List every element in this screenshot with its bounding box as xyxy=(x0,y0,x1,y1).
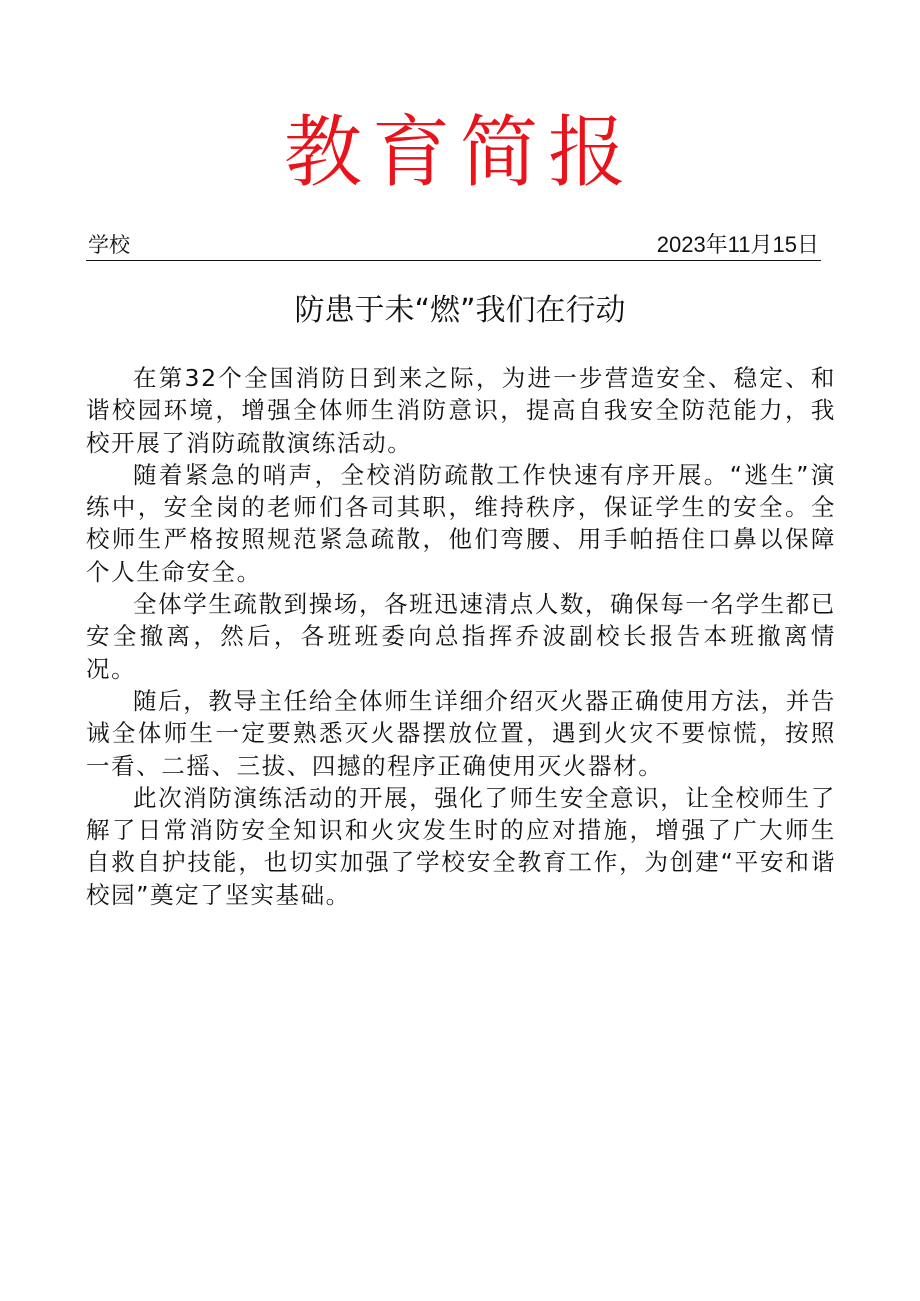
school-date-line xyxy=(86,230,821,261)
article-headline: 防患于未“燃”我们在行动 xyxy=(294,293,626,328)
article-body xyxy=(86,362,836,911)
article-paragraph: 随着紧急的哨声，全校消防疏散工作快速有序开展。“逃生”演练中，安全岗的老师们各司其职，维持秩序，保证学生的安全。全校师生严格按照规范紧急疏散，他们弯腰、用手帕捂住口鼻以保障个人生命安全。 xyxy=(86,460,836,586)
newsletter-masthead: 教育简报 xyxy=(283,108,636,198)
article-paragraph: 在第32个全国消防日到来之际，为进一步营造安全、稳定、和谐校园环境，增强全体师生消防意识，提高自我安全防范能力，我校开展了消防疏散演练活动。 xyxy=(86,364,836,457)
school-label: 学校 xyxy=(88,233,130,257)
article-paragraph: 此次消防演练活动的开展，强化了师生安全意识，让全校师生了解了日常消防安全知识和火灾发生时的应对措施，增强了广大师生自救自护技能，也切实加强了学校安全教育工作，为创建“平安和谐校园”奠定了坚实基础。 xyxy=(86,783,836,909)
issue-date: 2023年11月15日 xyxy=(656,232,819,257)
article-paragraph: 随后，教导主任给全体师生详细介绍灭火器正确使用方法，并告诫全体师生一定要熟悉灭火器摆放位置，遇到火灾不要惊慌，按照一看、二摇、三拔、四撼的程序正确使用灭火器材。 xyxy=(86,686,836,780)
article-paragraph: 全体学生疏散到操场，各班迅速清点人数，确保每一名学生都已安全撤离，然后，各班班委向总指挥乔波副校长报告本班撤离情况。 xyxy=(86,590,836,683)
